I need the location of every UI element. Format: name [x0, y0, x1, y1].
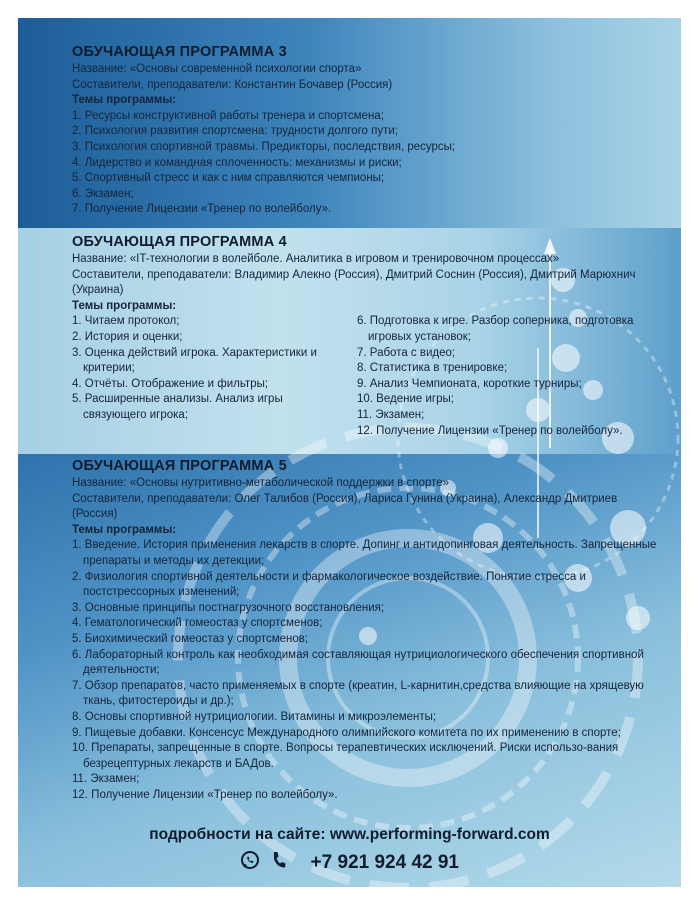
topic-item: 3. Основные принципы постнагрузочного восстановления;	[72, 601, 385, 614]
program-4-topics-label: Темы программы:	[72, 299, 177, 312]
phone-icon	[271, 850, 287, 876]
content	[18, 18, 681, 887]
program-3-topics	[72, 109, 662, 218]
program-5-title: ОБУЧАЮЩАЯ ПРОГРАММА 5	[72, 458, 287, 474]
program-5-topics	[72, 538, 662, 803]
program-3-topics-label: Темы программы:	[72, 94, 177, 107]
topic-item: 2. История и оценки;	[72, 330, 183, 343]
phone-line	[18, 850, 681, 876]
topic-item: 2. Физиология спортивной деятельности и фармакологическое воздействие. Понятие стресса и постстрессорных изменений;	[72, 570, 586, 599]
topic-item: 8. Статистика в тренировке;	[357, 362, 508, 375]
topic-item: 1. Читаем протокол;	[72, 315, 180, 328]
program-4-section	[72, 234, 662, 444]
topic-item: 1. Введение. История применения лекарств в спорте. Допинг и антидопинговая деятельность. Запрещенные препараты и методы их детекции;	[72, 539, 657, 567]
website-link[interactable]: подробности на сайте: www.performing-forward.com	[149, 826, 550, 843]
topic-item: 7. Получение Лицензии «Тренер по волейболу».	[72, 203, 332, 216]
topic-item: 3. Психология спортивной травмы. Предикторы, последствия, ресурсы;	[72, 140, 456, 153]
program-5-section	[72, 458, 662, 803]
program-5-authors: Составители, преподаватели: Олег Талибов (Россия), Лариса Гунина (Украина), Александр Дмитриев (Россия)	[72, 492, 618, 521]
program-5-name: Название: «Основы нутритивно-метаболической поддержки в спорте»	[72, 477, 450, 489]
topic-item: 2. Психология развития спортсмена: трудности долгого пути;	[72, 125, 398, 138]
program-4-topic-columns	[72, 314, 662, 444]
program-4-topics-right	[357, 314, 662, 439]
topic-item: 10. Препараты, запрещенные в спорте. Вопросы терапевтических исключений. Риски использо-вания безрецептурных лекарств и БАДов.	[72, 742, 619, 770]
program-4-topics-left	[72, 314, 340, 423]
program-4-name: Название: «IT-технологии в волейболе. Аналитика в игровом и тренировочном процессах»	[72, 253, 560, 265]
program-3-title: ОБУЧАЮЩАЯ ПРОГРАММА 3	[72, 44, 287, 60]
program-5-topics-label: Темы программы:	[72, 523, 177, 536]
topic-item: 4. Гематологический гомеостаз у спортсменов;	[72, 617, 323, 630]
topic-item: 6. Подготовка к игре. Разбор соперника, подготовка игровых установок;	[357, 315, 634, 343]
topic-item: 10. Ведение игры;	[357, 393, 454, 406]
topic-item: 9. Пищевые добавки. Консенсус Международного олимпийского комитета по их применению в спорте;	[72, 726, 621, 739]
topic-item: 11. Экзамен;	[72, 773, 140, 786]
topic-item: 3. Оценка действий игрока. Характеристики и критерии;	[72, 346, 317, 375]
topic-item: 5. Расширенные анализы. Анализ игры связующего игрока;	[72, 393, 283, 421]
phone-number[interactable]: +7 921 924 42 91	[310, 852, 459, 874]
topic-item: 4. Лидерство и командная сплоченность: механизмы и риски;	[72, 156, 402, 169]
topic-item: 11. Экзамен;	[357, 408, 425, 421]
topic-item: 7. Работа с видео;	[357, 346, 456, 359]
topic-item: 6. Лабораторный контроль как необходимая составляющая нутрициологического обеспечения спортивной деятельности;	[72, 648, 644, 677]
topic-item: 1. Ресурсы конструктивной работы тренера и спортсмена;	[72, 109, 384, 122]
topic-item: 5. Биохимический гомеостаз у спортсменов;	[72, 632, 309, 645]
contact-icons	[240, 850, 293, 876]
program-3-authors: Составители, преподаватели: Константин Бочавер (Россия)	[72, 78, 393, 91]
topic-item: 7. Обзор препаратов, часто применяемых в спорте (креатин, L-карнитин,средства влияющие на хрящевую ткань, фитостероиды и др.);	[72, 679, 644, 708]
whatsapp-icon	[240, 850, 260, 876]
topic-item: 8. Основы спортивной нутрициологии. Витамины и микроэлементы;	[72, 710, 437, 723]
page	[18, 18, 681, 887]
topic-item: 9. Анализ Чемпионата, короткие турниры;	[357, 377, 582, 390]
program-3-name: Название: «Основы современной психологии спорта»	[72, 63, 362, 75]
website-line	[18, 826, 681, 844]
topic-item: 6. Экзамен;	[72, 187, 134, 200]
topic-item: 12. Получение Лицензии «Тренер по волейболу».	[357, 424, 623, 437]
topic-item: 4. Отчёты. Отображение и фильтры;	[72, 377, 269, 390]
topic-item: 5. Спортивный стресс и как с ним справляются чемпионы;	[72, 172, 385, 185]
program-3-section	[72, 44, 662, 218]
program-4-authors: Составители, преподаватели: Владимир Алекно (Россия), Дмитрий Соснин (Россия), Дмитрий Марюхнич (Украина)	[72, 268, 636, 297]
program-4-title: ОБУЧАЮЩАЯ ПРОГРАММА 4	[72, 234, 287, 250]
topic-item: 12. Получение Лицензии «Тренер по волейболу».	[72, 788, 338, 801]
